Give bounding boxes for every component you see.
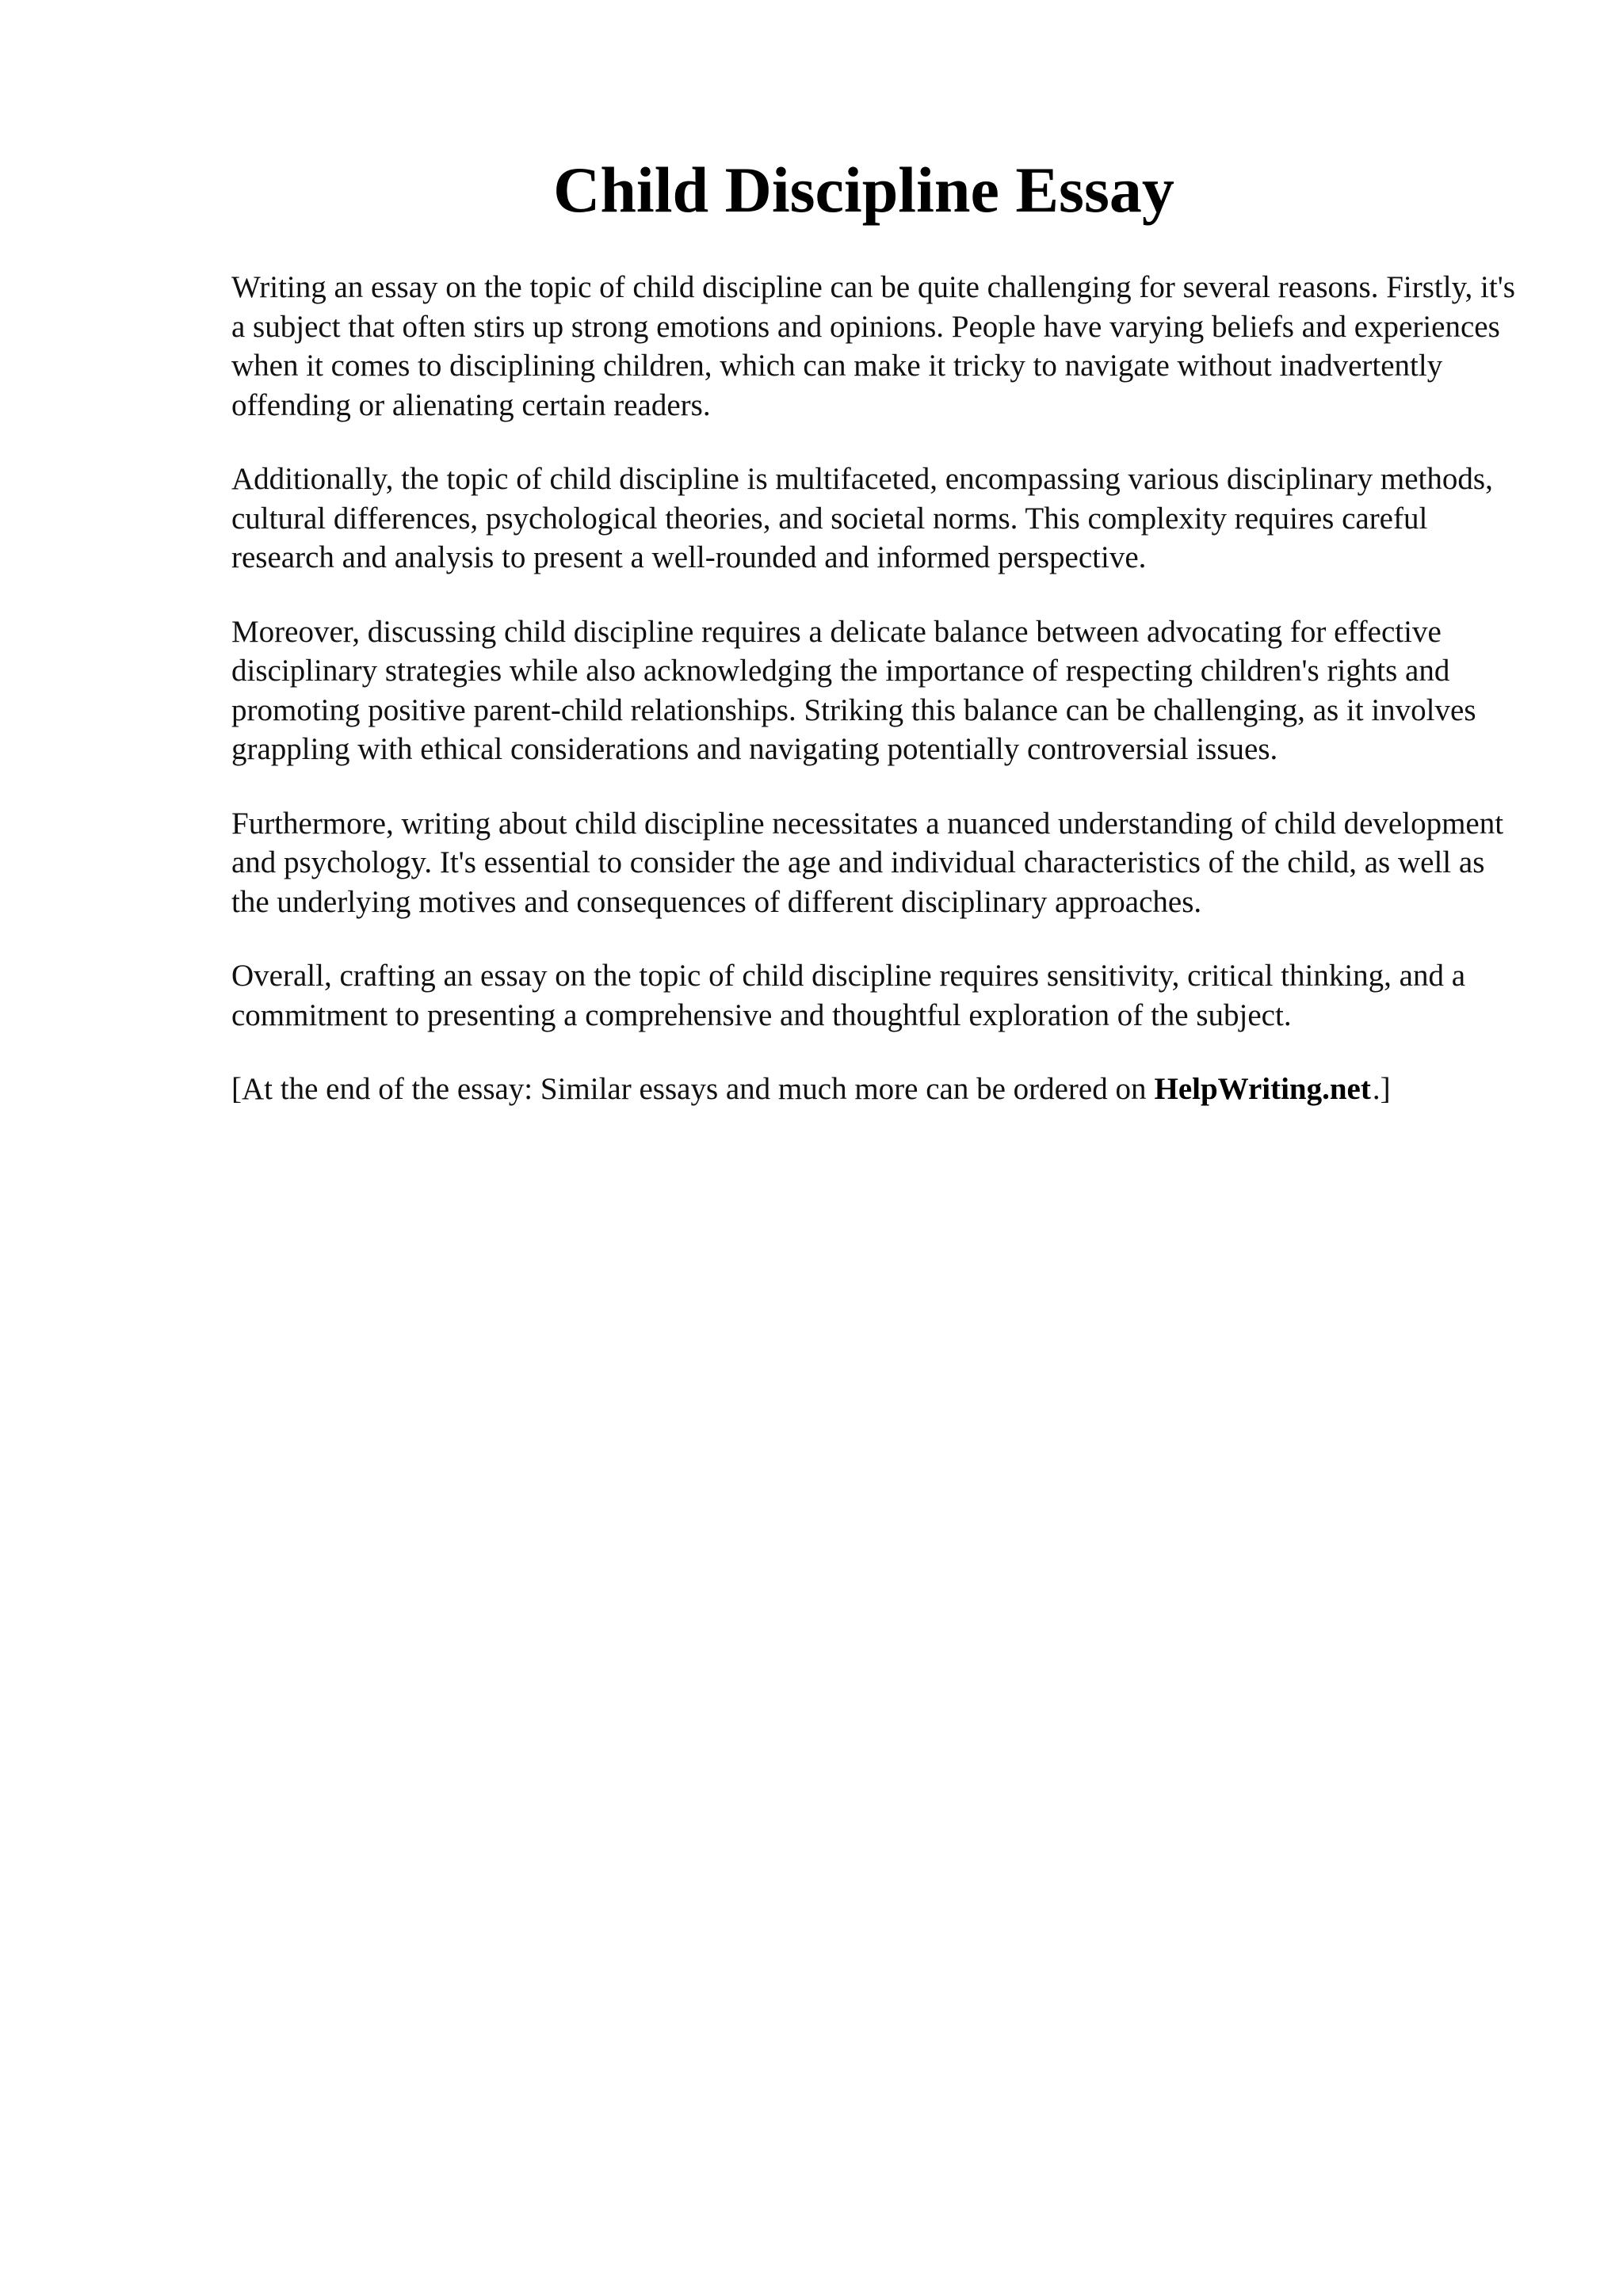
footer-suffix: .] xyxy=(1372,1072,1391,1106)
paragraph-1: Writing an essay on the topic of child discipline can be quite challenging for several reasons. Firstly, it's a subject that often stirs up strong emotions and opinions. People have varying beliefs and experiences when it comes to disciplining children, which can make it tricky to navigate without inadvertently offending or alienating certain readers. xyxy=(231,270,1515,422)
page-title: Child Discipline Essay xyxy=(553,154,1174,226)
footer-note xyxy=(231,1070,1515,1109)
paragraph-3: Moreover, discussing child discipline requires a delicate balance between advocating for effective disciplinary strategies while also acknowledging the importance of respecting children's rights and promoting positive parent-child relationships. Striking this balance can be challenging, as it involves grappling with ethical considerations and navigating potentially controversial issues. xyxy=(231,614,1476,766)
helpwriting-link[interactable]: HelpWriting.net xyxy=(1154,1072,1371,1106)
footer-prefix: [At the end of the essay: Similar essays and much more can be ordered on xyxy=(231,1072,1147,1106)
paragraph-4: Furthermore, writing about child discipline necessitates a nuanced understanding of child development and psychology. It's essential to consider the age and individual characteristics of the child, as well as the underlying motives and consequences of different disciplinary approaches. xyxy=(231,806,1504,919)
paragraph-2: Additionally, the topic of child discipline is multifaceted, encompassing various disciplinary methods, cultural differences, psychological theories, and societal norms. This complexity requires careful research and analysis to present a well-rounded and informed perspective. xyxy=(231,462,1493,574)
essay-body xyxy=(231,268,1515,1109)
paragraph-5: Overall, crafting an essay on the topic of child discipline requires sensitivity, critical thinking, and a commitment to presenting a comprehensive and thoughtful exploration of the subject. xyxy=(231,959,1466,1032)
